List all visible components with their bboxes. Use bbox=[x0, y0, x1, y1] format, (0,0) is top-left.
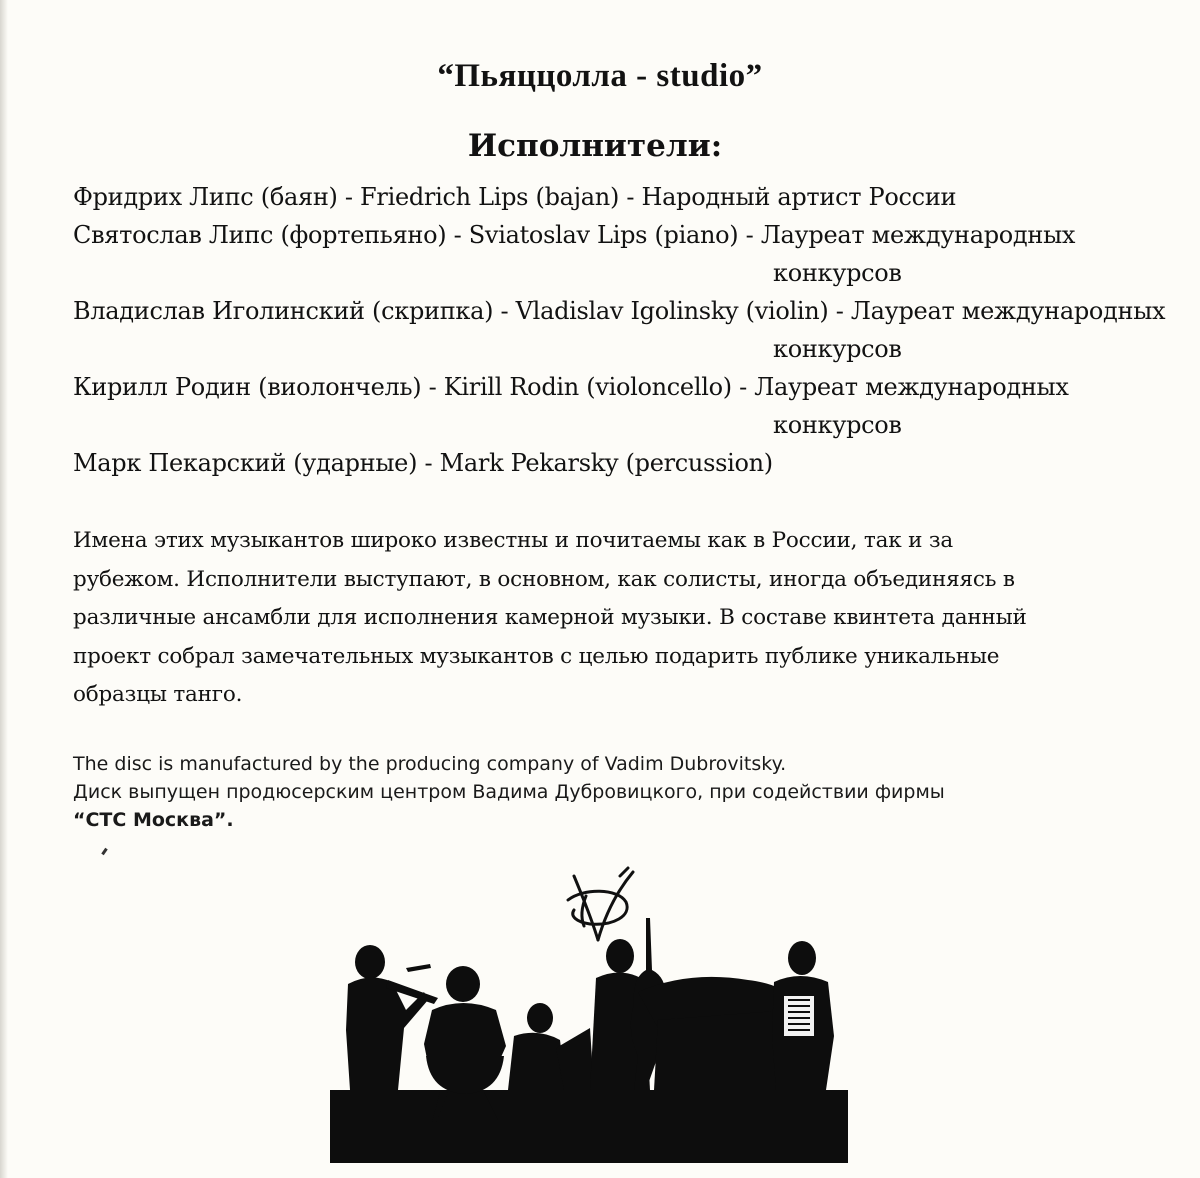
vd-monogram-logo bbox=[568, 868, 633, 940]
performer-line-continuation: конкурсов bbox=[773, 259, 902, 287]
credits-company: “СТС Москва”. bbox=[73, 809, 234, 831]
quintet-silhouette-illustration bbox=[328, 860, 850, 1165]
print-mark bbox=[101, 848, 107, 855]
description-line: образцы танго. bbox=[73, 682, 243, 707]
accordionist-silhouette bbox=[772, 941, 834, 1090]
performers-list bbox=[73, 178, 1166, 482]
performer-line: Владислав Иголинский (скрипка) - Vladislav Igolinsky (violin) - Лауреат международных bbox=[73, 297, 1166, 325]
description-line: различные ансамбли для исполнения камерной музыки. В составе квинтета данный bbox=[73, 605, 1027, 630]
performers-heading: Исполнители: bbox=[467, 128, 723, 164]
credits-block bbox=[73, 750, 1123, 834]
violinist-silhouette bbox=[346, 945, 438, 1090]
credits-russian: Диск выпущен продюсерским центром Вадима Дубровицкого, при содействии фирмы bbox=[73, 781, 945, 803]
description-line: рубежом. Исполнители выступают, в основном, как солисты, иногда объединяясь в bbox=[73, 566, 1015, 592]
page-edge-shadow bbox=[0, 0, 8, 1178]
description-line: проект собрал замечательных музыкантов с целью подарить публике уникальные bbox=[73, 643, 1000, 669]
performer-line: Фридрих Липс (баян) - Friedrich Lips (bajan) - Народный артист России bbox=[73, 183, 957, 211]
pianist-silhouette bbox=[508, 1003, 594, 1090]
performer-line: Святослав Липс (фортепьяно) - Sviatoslav Lips (piano) - Лауреат международных bbox=[73, 221, 1076, 249]
description-paragraph bbox=[73, 522, 1103, 715]
grand-piano-silhouette bbox=[638, 977, 792, 1090]
description-line: Имена этих музыкантов широко известны и почитаемы как в России, так и за bbox=[73, 528, 953, 553]
performer-line: Кирилл Родин (виолончель) - Kirill Rodin (violoncello) - Лауреат международных bbox=[73, 373, 1069, 401]
album-title: “Пьяццолла - studio” bbox=[437, 58, 763, 94]
performer-line-continuation: конкурсов bbox=[773, 411, 902, 439]
performer-line-continuation: конкурсов bbox=[773, 335, 902, 363]
performer-line: Марк Пекарский (ударные) - Mark Pekarsky (percussion) bbox=[73, 449, 773, 477]
credits-english: The disc is manufactured by the producing company of Vadim Dubrovitsky. bbox=[73, 753, 787, 775]
